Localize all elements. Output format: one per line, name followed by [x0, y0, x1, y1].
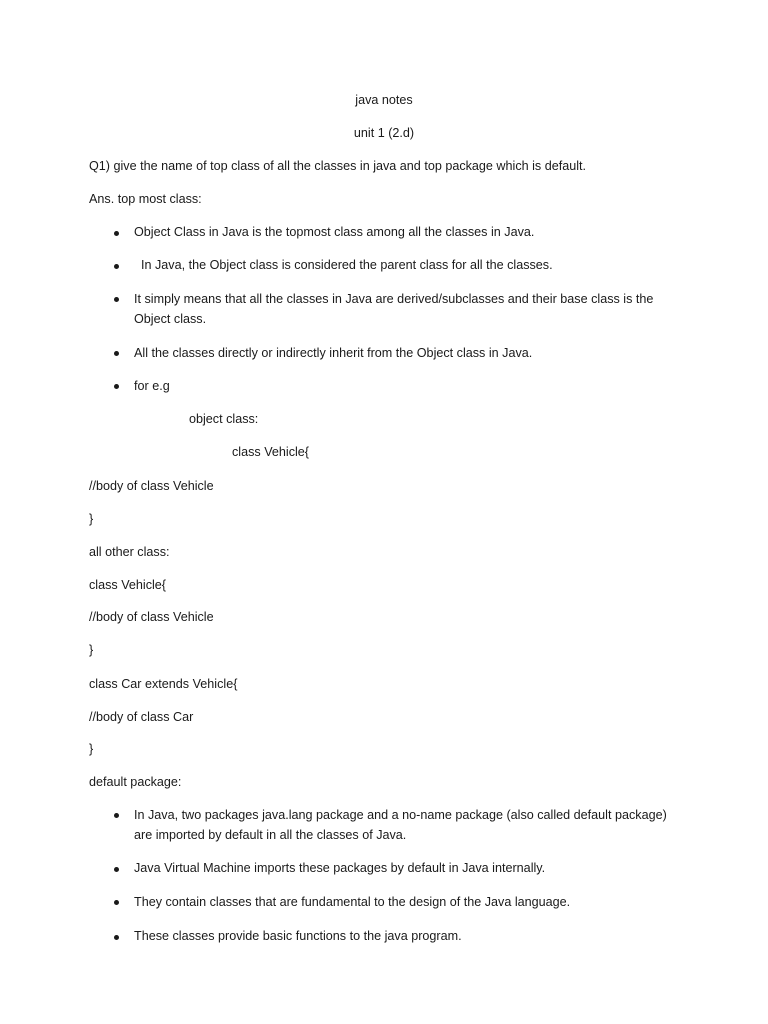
- code-line: class Vehicle{: [232, 445, 310, 459]
- code-line: //body of class Car: [89, 710, 194, 724]
- bullet-text: All the classes directly or indirectly inherit from the Object class in Java.: [134, 346, 533, 360]
- bullet-icon: [114, 264, 119, 269]
- bullet-text: In Java, two packages java.lang package and a no-name package (also called default package) are imported by default in all the classes of Java.: [134, 808, 667, 842]
- bullet-text: Java Virtual Machine imports these packages by default in Java internally.: [134, 861, 546, 875]
- bullet-icon: [114, 900, 119, 905]
- bullet-icon: [114, 384, 119, 389]
- bullet-icon: [114, 935, 119, 940]
- answer-heading: Ans. top most class:: [89, 192, 202, 206]
- code-line: }: [89, 512, 94, 526]
- code-line: class Vehicle{: [89, 578, 167, 592]
- other-class-label: all other class:: [89, 545, 170, 559]
- object-class-label: object class:: [189, 412, 259, 426]
- bullet-text: for e.g: [134, 379, 170, 393]
- code-line: }: [89, 742, 94, 756]
- bullet-text: These classes provide basic functions to the java program.: [134, 929, 462, 943]
- code-line: }: [89, 643, 94, 657]
- code-line: //body of class Vehicle: [89, 610, 214, 624]
- code-line: class Car extends Vehicle{: [89, 677, 238, 691]
- code-line: //body of class Vehicle: [89, 479, 214, 493]
- bullet-icon: [114, 231, 119, 236]
- question-text: Q1) give the name of top class of all the classes in java and top package which is default.: [89, 159, 587, 173]
- bullet-icon: [114, 351, 119, 356]
- document-subtitle: unit 1 (2.d): [353, 126, 415, 140]
- bullet-icon: [114, 867, 119, 872]
- bullet-text: They contain classes that are fundamental to the design of the Java language.: [134, 895, 571, 909]
- document-title: java notes: [355, 93, 413, 107]
- bullet-icon: [114, 297, 119, 302]
- bullet-text: It simply means that all the classes in Java are derived/subclasses and their base class is the Object class.: [134, 292, 654, 326]
- bullet-icon: [114, 813, 119, 818]
- bullet-text: Object Class in Java is the topmost class among all the classes in Java.: [134, 225, 535, 239]
- default-package-heading: default package:: [89, 775, 182, 789]
- bullet-text: In Java, the Object class is considered the parent class for all the classes.: [141, 258, 553, 272]
